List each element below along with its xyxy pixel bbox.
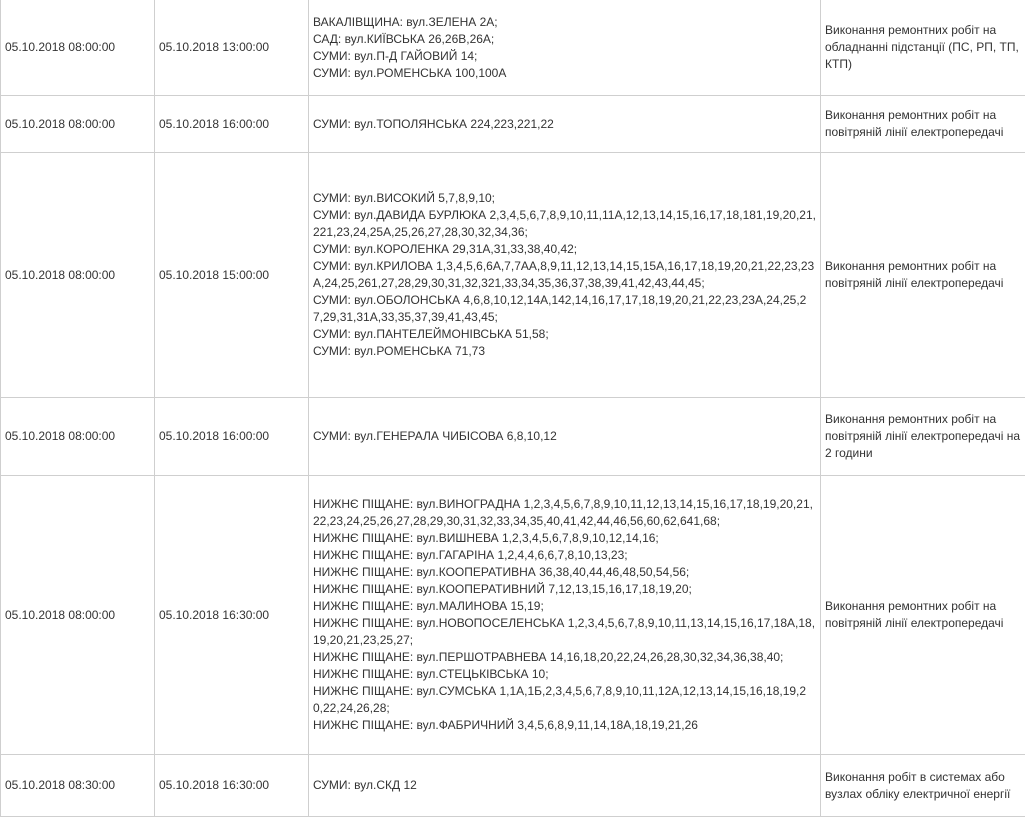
address-line: СУМИ: вул.ПАНТЕЛЕЙМОНІВСЬКА 51,58; xyxy=(313,326,816,343)
address-line: НИЖНЄ ПІЩАНЕ: вул.ВИШНЕВА 1,2,3,4,5,6,7,8,9,10,12,14,16; xyxy=(313,530,816,547)
address-line: НИЖНЄ ПІЩАНЕ: вул.ГАГАРІНА 1,2,4,4,6,6,7,8,10,13,23; xyxy=(313,547,816,564)
table-row xyxy=(1,0,1025,96)
address-line: СУМИ: вул.РОМЕНСЬКА 100,100А xyxy=(313,65,816,82)
table-row xyxy=(1,476,1025,755)
end-time-cell: 05.10.2018 16:30:00 xyxy=(155,476,309,755)
address-line: НИЖНЄ ПІЩАНЕ: вул.МАЛИНОВА 15,19; xyxy=(313,598,816,615)
reason-cell: Виконання робіт в системах або вузлах обліку електричної енергії xyxy=(821,755,1025,817)
address-cell xyxy=(309,96,821,153)
address-line: СУМИ: вул.П-Д ГАЙОВИЙ 14; xyxy=(313,48,816,65)
end-time-cell: 05.10.2018 15:00:00 xyxy=(155,153,309,398)
address-line: СУМИ: вул.ДАВИДА БУРЛЮКА 2,3,4,5,6,7,8,9,10,11,11А,12,13,14,15,16,17,18,181,19,20,21,221,23,24,25А,25,26,27,28,30,32,34,36; xyxy=(313,207,816,241)
end-time-cell: 05.10.2018 16:00:00 xyxy=(155,96,309,153)
address-line: НИЖНЄ ПІЩАНЕ: вул.КООПЕРАТИВНА 36,38,40,44,46,48,50,54,56; xyxy=(313,564,816,581)
address-line: СУМИ: вул.КОРОЛЕНКА 29,31А,31,33,38,40,42; xyxy=(313,241,816,258)
address-line: НИЖНЄ ПІЩАНЕ: вул.СТЕЦЬКІВСЬКА 10; xyxy=(313,666,816,683)
address-line: САД: вул.КИЇВСЬКА 26,26В,26А; xyxy=(313,31,816,48)
end-time-cell: 05.10.2018 16:00:00 xyxy=(155,398,309,476)
address-line: СУМИ: вул.ОБОЛОНСЬКА 4,6,8,10,12,14А,142,14,16,17,17,18,19,20,21,22,23,23А,24,25,27,29,31,31А,33,35,37,39,41,43,45; xyxy=(313,292,816,326)
address-line: НИЖНЄ ПІЩАНЕ: вул.НОВОПОСЕЛЕНСЬКА 1,2,3,4,5,6,7,8,9,10,11,13,14,15,16,17,18А,18,19,20,21,23,25,27; xyxy=(313,615,816,649)
address-line: НИЖНЄ ПІЩАНЕ: вул.ПЕРШОТРАВНЕВА 14,16,18,20,22,24,26,28,30,32,34,36,38,40; xyxy=(313,649,816,666)
address-cell xyxy=(309,153,821,398)
address-line: ВАКАЛІВЩИНА: вул.ЗЕЛЕНА 2А; xyxy=(313,14,816,31)
end-time-cell: 05.10.2018 13:00:00 xyxy=(155,0,309,96)
address-line: СУМИ: вул.ВИСОКИЙ 5,7,8,9,10; xyxy=(313,190,816,207)
end-time-cell: 05.10.2018 16:30:00 xyxy=(155,755,309,817)
start-time-cell: 05.10.2018 08:00:00 xyxy=(1,153,155,398)
start-time-cell: 05.10.2018 08:00:00 xyxy=(1,0,155,96)
reason-cell: Виконання ремонтних робіт на повітряній лінії електропередачі xyxy=(821,476,1025,755)
address-line: СУМИ: вул.СКД 12 xyxy=(313,777,816,794)
table-row xyxy=(1,96,1025,153)
address-line: СУМИ: вул.ТОПОЛЯНСЬКА 224,223,221,22 xyxy=(313,116,816,133)
address-cell xyxy=(309,755,821,817)
address-line: СУМИ: вул.ГЕНЕРАЛА ЧИБІСОВА 6,8,10,12 xyxy=(313,428,816,445)
start-time-cell: 05.10.2018 08:30:00 xyxy=(1,755,155,817)
reason-cell: Виконання ремонтних робіт на повітряній лінії електропередачі на 2 години xyxy=(821,398,1025,476)
address-cell xyxy=(309,398,821,476)
address-line: НИЖНЄ ПІЩАНЕ: вул.КООПЕРАТИВНИЙ 7,12,13,15,16,17,18,19,20; xyxy=(313,581,816,598)
table-row xyxy=(1,755,1025,817)
start-time-cell: 05.10.2018 08:00:00 xyxy=(1,96,155,153)
outage-table-body xyxy=(1,0,1025,817)
start-time-cell: 05.10.2018 08:00:00 xyxy=(1,476,155,755)
reason-cell: Виконання ремонтних робіт на повітряній лінії електропередачі xyxy=(821,153,1025,398)
address-cell xyxy=(309,476,821,755)
table-row xyxy=(1,398,1025,476)
table-row xyxy=(1,153,1025,398)
address-line: СУМИ: вул.РОМЕНСЬКА 71,73 xyxy=(313,343,816,360)
reason-cell: Виконання ремонтних робіт на повітряній лінії електропередачі xyxy=(821,96,1025,153)
reason-cell: Виконання ремонтних робіт на обладнанні підстанції (ПС, РП, ТП, КТП) xyxy=(821,0,1025,96)
address-line: СУМИ: вул.КРИЛОВА 1,3,4,5,6,6А,7,7АА,8,9,11,12,13,14,15,15А,16,17,18,19,20,21,22,23,23А,24,25,261,27,28,29,30,31,32,321,33,34,35,36,37,38,39,41,42,43,44,45; xyxy=(313,258,816,292)
address-line: НИЖНЄ ПІЩАНЕ: вул.ФАБРИЧНИЙ 3,4,5,6,8,9,11,14,18А,18,19,21,26 xyxy=(313,717,816,734)
start-time-cell: 05.10.2018 08:00:00 xyxy=(1,398,155,476)
address-line: НИЖНЄ ПІЩАНЕ: вул.ВИНОГРАДНА 1,2,3,4,5,6,7,8,9,10,11,12,13,14,15,16,17,18,19,20,21,22,23,24,25,26,27,28,29,30,31,32,33,34,35,40,41,42,44,46,56,60,62,641,68; xyxy=(313,496,816,530)
address-cell xyxy=(309,0,821,96)
address-line: НИЖНЄ ПІЩАНЕ: вул.СУМСЬКА 1,1А,1Б,2,3,4,5,6,7,8,9,10,11,12А,12,13,14,15,16,18,19,20,22,24,26,28; xyxy=(313,683,816,717)
